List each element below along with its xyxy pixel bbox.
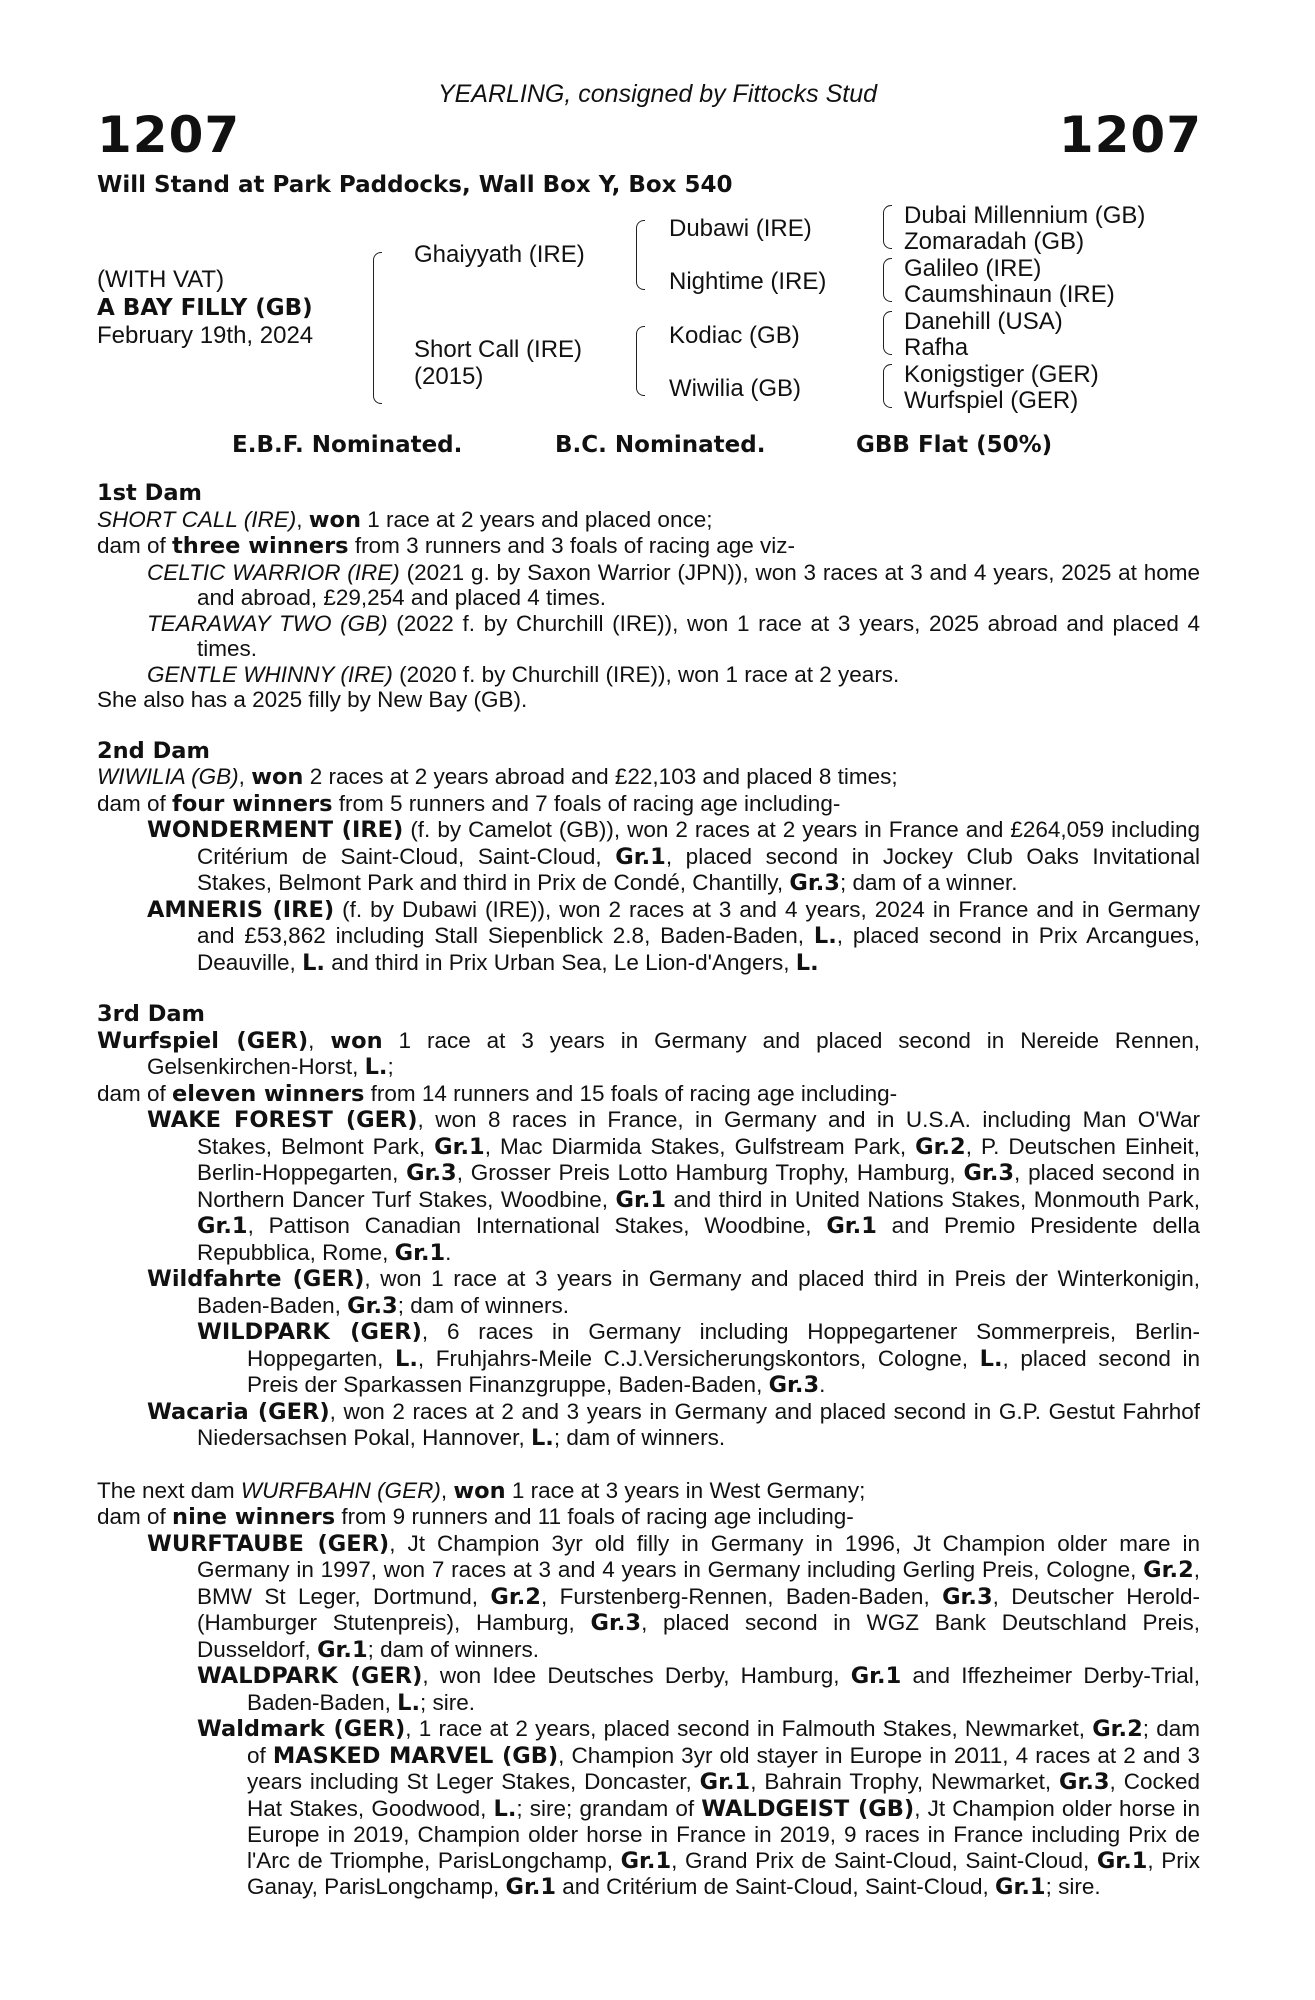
dam-name: Short Call (IRE) — [414, 336, 583, 363]
next-dam-grandproduce-waldmark: Waldmark (GER), 1 race at 2 years, placed second in Falmouth Stakes, Newmarket, Gr.2; dam of MASKED MARVEL (GB), Champion 3yr old stayer in Europe in 2011, 4 races at 2 and 3 years including St Leger Stakes, Doncaster, Gr.1, Bahrain Trophy, Newmarket, Gr.3, Cocked Hat Stakes, Goodwood, L.; sire; grandam of WALDGEIST (GB), Jt Champion older horse in Europe in 2019, Champion older horse in France in 2019, 9 races in France including Prix de l'Arc de Triomphe, ParisLongchamp, Gr.1, Grand Prix de Saint-Cloud, Saint-Cloud, Gr.1, Prix Ganay, ParisLongchamp, Gr.1 and Critérium de Saint-Cloud, Saint-Cloud, Gr.1; sire. — [197, 1716, 1200, 1900]
next-dam-produce-wurftaube: WURFTAUBE (GER), Jt Champion 3yr old filly in Germany in 1996, Jt Champion older mare in Germany in 1997, won 7 races at 3 and 4 years in Germany including Gerling Preis, Cologne, Gr.2, BMW St Leger, Dortmund, Gr.2, Furstenberg-Rennen, Baden-Baden, Gr.3, Deutscher Herold-(Hamburger Stutenpreis), Hamburg, Gr.3, placed second in WGZ Bank Deutschland Preis, Dusseldorf, Gr.1; dam of winners. — [147, 1530, 1201, 1663]
ancestor-1: Dubai Millennium (GB) — [904, 202, 1146, 229]
first-dam-produce-2: TEARAWAY TWO (GB) (2022 f. by Churchill (IRE)), won 1 race at 3 years, 2025 abroad and placed 4 times. — [147, 610, 1200, 661]
next-dam-record: The next dam WURFBAHN (GER), won 1 race at 3 years in West Germany; — [97, 1477, 866, 1504]
ancestor-6: Rafha — [904, 334, 969, 361]
first-dam-name: SHORT CALL (IRE) — [97, 506, 297, 532]
ancestor-5: Danehill (USA) — [904, 308, 1063, 335]
ancestor-4: Caumshinaun (IRE) — [904, 281, 1115, 308]
second-dam-produce-1: WONDERMENT (IRE) (f. by Camelot (GB)), won 2 races at 2 years in France and £264,059 including Critérium de Saint-Cloud, Saint-Cloud, Gr.1, placed second in Jockey Club Oaks Invitational Stakes, Belmont Park and third in Prix de Condé, Chantilly, Gr.3; dam of a winner. — [147, 817, 1200, 896]
third-dam-heading: 3rd Dam — [97, 1001, 205, 1027]
first-dam-record: SHORT CALL (IRE), won 1 race at 2 years and placed once; — [97, 506, 713, 533]
second-dam-record: WIWILIA (GB), won 2 races at 2 years abroad and £22,103 and placed 8 times; — [97, 764, 898, 790]
second-dam-produce-summary: dam of four winners from 5 runners and 7 foals of racing age including- — [97, 790, 841, 817]
gbb-flat: GBB Flat (50%) — [856, 432, 1053, 458]
third-dam-produce-wildfahrte: Wildfahrte (GER), won 1 race at 3 years in Germany and placed third in Preis der Winterkonigin, Baden-Baden, Gr.3; dam of winners. — [147, 1266, 1200, 1319]
dam-year: (2015) — [414, 363, 484, 390]
ancestor-3: Galileo (IRE) — [904, 255, 1042, 282]
first-dam-produce-summary: dam of three winners from 3 runners and 3 foals of racing age viz- — [97, 533, 796, 559]
next-dam-grandproduce-waldpark: WALDPARK (GER), won Idee Deutsches Derby, Hamburg, Gr.1 and Iffezheimer Derby-Trial, Baden-Baden, L.; sire. — [197, 1663, 1200, 1716]
dam-sire-name: Kodiac (GB) — [669, 322, 800, 349]
third-dam-grandproduce-wildpark: WILDPARK (GER), 6 races in Germany including Hoppegartener Sommerpreis, Berlin-Hoppegarten, L., Fruhjahrs-Meile C.J.Versicherungskontors, Cologne, L., placed second in Preis der Sparkassen Finanzgruppe, Baden-Baden, Gr.3. — [197, 1319, 1200, 1398]
pedigree-bracket-main — [373, 252, 382, 404]
bc-nomination: B.C. Nominated. — [555, 432, 766, 458]
dam-dam-name: Wiwilia (GB) — [669, 375, 801, 402]
second-dam-produce-2: AMNERIS (IRE) (f. by Dubawi (IRE)), won 2 races at 3 and 4 years, 2024 in France and in Germany and £53,862 including Stall Siepenblick 2.8, Baden-Baden, L., placed second in Prix Arcangues, Deauville, L. and third in Prix Urban Sea, Le Lion-d'Angers, L. — [147, 896, 1200, 976]
sire-name: Ghaiyyath (IRE) — [414, 241, 585, 268]
second-dam-heading: 2nd Dam — [97, 737, 210, 764]
lot-number-right: 1207 — [1058, 106, 1202, 164]
stand-location: Will Stand at Park Paddocks, Wall Box Y, Box 540 — [97, 172, 733, 198]
vat-note: (WITH VAT) — [97, 266, 225, 293]
third-dam-produce-summary: dam of eleven winners from 14 runners and 15 foals of racing age including- — [97, 1080, 898, 1107]
pedigree-bracket-g4 — [883, 364, 892, 408]
pedigree-bracket-g3 — [883, 311, 892, 355]
sire-sire-name: Dubawi (IRE) — [669, 215, 812, 242]
pedigree-bracket-g2 — [883, 258, 892, 302]
third-dam-produce-wake-forest: WAKE FOREST (GER), won 8 races in France, in Germany and in U.S.A. including Man O'War Stakes, Belmont Park, Gr.1, Mac Diarmida Stakes, Gulfstream Park, Gr.2, P. Deutschen Einheit, Berlin-Hoppegarten, Gr.3, Grosser Preis Lotto Hamburg Trophy, Hamburg, Gr.3, placed second in Northern Dancer Turf Stakes, Woodbine, Gr.1 and third in United Nations Stakes, Monmouth Park, Gr.1, Pattison Canadian International Stakes, Woodbine, Gr.1 and Premio Presidente della Repubblica, Rome, Gr.1. — [147, 1107, 1201, 1266]
third-dam-produce-wacaria: Wacaria (GER), won 2 races at 2 and 3 years in Germany and placed second in G.P. Gestut Fahrhof Niedersachsen Pokal, Hannover, L.; dam of winners. — [147, 1398, 1201, 1451]
pedigree-bracket-g1 — [883, 205, 892, 249]
lot-number-left: 1207 — [97, 106, 241, 164]
next-dam-produce-summary: dam of nine winners from 9 runners and 11 foals of racing age including- — [97, 1504, 854, 1530]
sire-dam-name: Nightime (IRE) — [669, 268, 827, 295]
ancestor-8: Wurfspiel (GER) — [904, 387, 1079, 414]
first-dam-produce-1: CELTIC WARRIOR (IRE) (2021 g. by Saxon Warrior (JPN)), won 3 races at 3 and 4 years, 2025 at home and abroad, £29,254 and placed 4 times. — [147, 559, 1201, 610]
ancestor-2: Zomaradah (GB) — [904, 228, 1085, 255]
first-dam-also: She also has a 2025 filly by New Bay (GB). — [97, 687, 528, 712]
pedigree-bracket-dam — [636, 326, 645, 396]
consignor-line: YEARLING, consigned by Fittocks Stud — [437, 80, 878, 108]
pedigree-bracket-sire — [636, 220, 645, 290]
catalogue-body — [97, 481, 1200, 1901]
third-dam-record: Wurfspiel (GER), won 1 race at 3 years in Germany and placed second in Nereide Rennen, Gelsenkirchen-Horst, L.; — [97, 1027, 1200, 1080]
horse-name: A BAY FILLY (GB) — [97, 295, 313, 321]
ebf-nomination: E.B.F. Nominated. — [232, 432, 463, 458]
first-dam-heading: 1st Dam — [97, 480, 202, 506]
foaling-date: February 19th, 2024 — [97, 322, 314, 349]
ancestor-7: Konigstiger (GER) — [904, 361, 1099, 388]
first-dam-produce-3: GENTLE WHINNY (IRE) (2020 f. by Churchill (IRE)), won 1 race at 2 years. — [147, 661, 900, 687]
